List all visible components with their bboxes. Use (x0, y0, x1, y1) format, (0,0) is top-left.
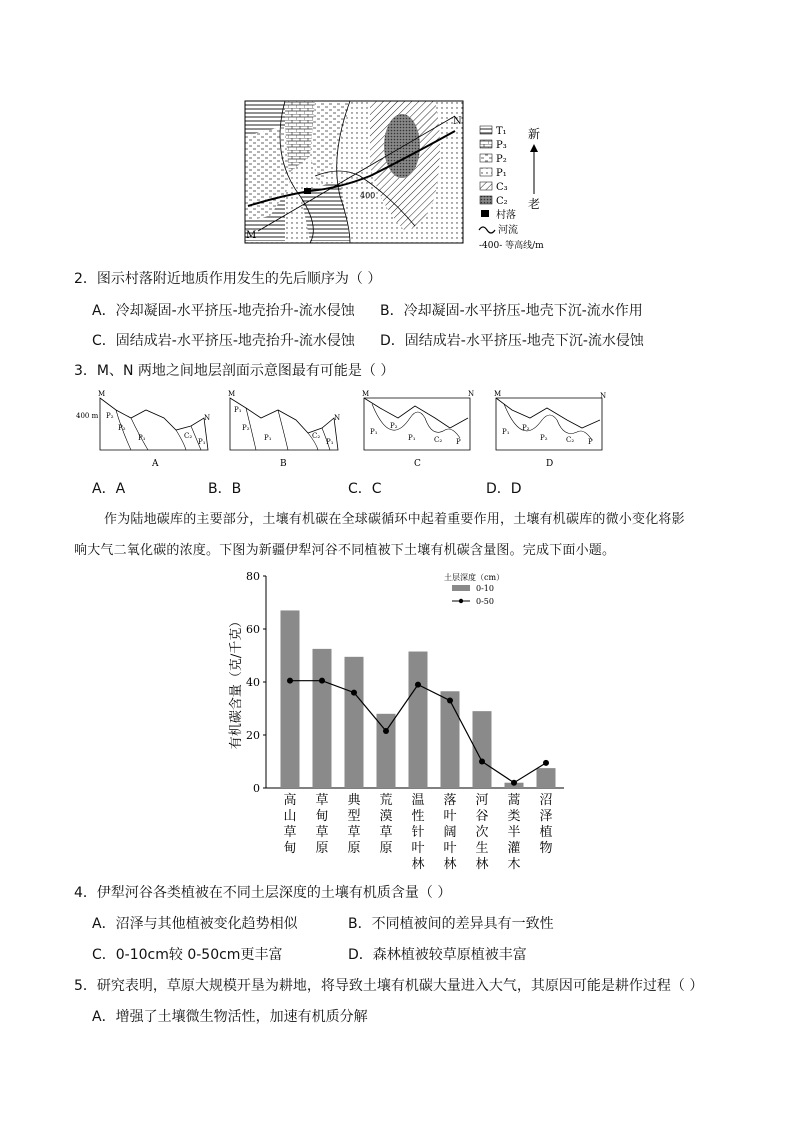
bar-0-10-2 (345, 657, 364, 788)
svg-text:P₁: P₁ (198, 438, 206, 446)
legend-bar-label: 0-10 (476, 584, 494, 593)
bar-0-10-5 (441, 691, 460, 788)
svg-text:C₂: C₂ (312, 432, 321, 440)
svg-text:P₁: P₁ (138, 434, 146, 442)
profile-b-letter: B (280, 459, 287, 469)
legend-line-label: 0-50 (476, 597, 494, 606)
legend-p3: P₃ (496, 140, 507, 151)
profile-d-letter: D (546, 459, 554, 469)
category-label-0: 高山草甸 (283, 793, 297, 856)
q3-option-d[interactable]: D．D (486, 481, 522, 497)
profile-c (362, 390, 474, 469)
q4-option-b[interactable]: B．不同植被间的差异具有一致性 (348, 916, 554, 932)
category-label-2: 典型草原 (347, 793, 361, 856)
profile-a-elev: 400 m (76, 412, 99, 420)
svg-text:C₂: C₂ (566, 436, 575, 444)
svg-text:P: P (588, 438, 593, 446)
category-label-3: 荒漠草原 (379, 793, 393, 856)
point-0-50-4 (415, 682, 421, 688)
profile-options (76, 388, 616, 472)
svg-text:P: P (456, 438, 461, 446)
profile-a-label-m: M (98, 390, 106, 398)
legend-title: 土层深度（cm） (444, 573, 505, 582)
legend-bar-swatch (452, 585, 470, 591)
svg-text:P₂: P₂ (118, 424, 126, 432)
legend-village: 村落 (496, 210, 516, 221)
question-5-stem: 5．研究表明，草原大规模开垦为耕地，将导致土壤有机碳大量进入大气，其原因可能是耕作过程（ ） (74, 978, 704, 994)
svg-text:P₁: P₁ (408, 434, 416, 442)
legend-p2: P₂ (496, 154, 507, 165)
category-label-8: 沼泽植物 (539, 793, 553, 856)
point-0-50-8 (543, 760, 549, 766)
legend-river: 河流 (498, 225, 518, 236)
legend-line-dot (459, 599, 463, 603)
geologic-map-figure (240, 96, 570, 256)
category-label-1: 草甸草原 (315, 793, 329, 856)
category-label-6: 河谷次生林 (475, 793, 489, 872)
arrow-old-label: 老 (528, 197, 541, 211)
legend-contour: -400- 等高线/m (479, 241, 544, 251)
q4-option-d[interactable]: D．森林植被较草原植被丰富 (348, 947, 527, 963)
q4-option-c[interactable]: C．0-10cm较 0-50cm更丰富 (92, 947, 283, 963)
bar-0-10-0 (281, 610, 300, 788)
svg-text:P₁: P₁ (234, 406, 242, 414)
profile-d (494, 390, 606, 469)
category-label-5: 落叶阔叶林 (443, 793, 457, 872)
profile-a-label-n: N (204, 414, 211, 422)
y-tick-label: 20 (246, 729, 260, 742)
carbon-chart (222, 566, 582, 872)
question-4-stem: 4．伊犁河谷各类植被在不同土层深度的土壤有机质含量（ ） (74, 885, 452, 901)
label-n: N (453, 116, 462, 127)
point-0-50-1 (319, 678, 325, 684)
bar-0-10-3 (377, 714, 396, 788)
arrow-new-label: 新 (528, 127, 541, 141)
svg-text:P₁: P₁ (370, 428, 378, 436)
profile-b-label-m: M (228, 390, 236, 398)
q2-option-b[interactable]: B．冷却凝固-水平挤压-地壳下沉-流水作用 (380, 303, 643, 319)
q2-option-a[interactable]: A．冷却凝固-水平挤压-地壳抬升-流水侵蚀 (92, 303, 355, 319)
question-2-stem: 2．图示村落附近地质作用发生的先后顺序为（ ） (74, 271, 382, 287)
point-0-50-6 (479, 759, 485, 765)
profile-a (76, 390, 210, 469)
profile-d-label-m: M (494, 390, 502, 398)
profile-c-label-n: N (468, 390, 475, 398)
village-marker (304, 188, 311, 194)
contour-label: 400 (360, 191, 376, 200)
profile-d-label-n: N (600, 392, 607, 400)
y-tick-label: 80 (246, 570, 260, 583)
question-3-stem: 3．M、N 两地之间地层剖面示意图最有可能是（ ） (74, 363, 395, 379)
bar-0-10-8 (537, 768, 556, 788)
legend-t1: T₁ (496, 126, 507, 137)
svg-text:P₂: P₂ (390, 422, 398, 430)
geologic-map (240, 96, 570, 256)
svg-text:C₂: C₂ (184, 432, 193, 440)
q5-option-a[interactable]: A．增强了土壤微生物活性，加速有机质分解 (92, 1009, 368, 1025)
profile-c-label-m: M (362, 390, 370, 398)
svg-text:C₂: C₂ (434, 436, 443, 444)
bar-0-10-4 (409, 652, 428, 788)
map-body (245, 101, 463, 243)
arrow-up-icon (530, 144, 538, 152)
svg-text:P₂: P₂ (540, 434, 548, 442)
profile-b-label-n: N (334, 414, 341, 422)
bar-0-10-1 (313, 649, 332, 788)
point-0-50-7 (511, 780, 517, 786)
profile-b (228, 390, 340, 469)
profile-options-figure (76, 388, 616, 472)
q3-option-a[interactable]: A．A (92, 481, 126, 497)
legend-p1: P₁ (496, 168, 507, 179)
q3-option-c[interactable]: C．C (348, 481, 382, 497)
legend-c2: C₂ (496, 196, 508, 207)
svg-text:P₁: P₁ (502, 428, 510, 436)
q2-option-d[interactable]: D．固结成岩-水平挤压-地壳下沉-流水侵蚀 (380, 333, 644, 349)
y-tick-label: 0 (253, 782, 260, 795)
legend-c3: C₃ (496, 182, 508, 193)
category-label-7: 蒿类半灌木 (507, 793, 521, 872)
point-0-50-0 (287, 678, 293, 684)
carbon-chart-figure (222, 566, 582, 872)
profile-c-letter: C (414, 459, 421, 469)
map-legend (479, 126, 544, 251)
profile-a-letter: A (152, 459, 159, 469)
label-m: M (246, 230, 257, 241)
y-tick-label: 40 (246, 676, 260, 689)
svg-text:P₂: P₂ (106, 412, 114, 420)
point-0-50-3 (383, 728, 389, 734)
point-0-50-2 (351, 690, 357, 696)
svg-text:P₁: P₁ (264, 434, 272, 442)
svg-text:P₂: P₂ (242, 424, 250, 432)
svg-text:P₂: P₂ (522, 424, 530, 432)
q3-option-b[interactable]: B．B (208, 481, 242, 497)
intro-line-2: 响大气二氧化碳的浓度。下图为新疆伊犁河谷不同植被下土壤有机碳含量图。完成下面小题。 (74, 543, 616, 558)
svg-text:P₁: P₁ (326, 438, 334, 446)
q4-option-a[interactable]: A．沼泽与其他植被变化趋势相似 (92, 916, 298, 932)
y-axis-label: 有机碳含量（克/千克） (229, 614, 244, 750)
category-label-4: 温性针叶林 (411, 793, 425, 872)
point-0-50-5 (447, 698, 453, 704)
intro-line-1: 作为陆地碳库的主要部分，土壤有机碳在全球碳循环中起着重要作用，土壤有机碳库的微小变化将影 (104, 512, 685, 527)
q2-option-c[interactable]: C．固结成岩-水平挤压-地壳抬升-流水侵蚀 (92, 333, 355, 349)
y-tick-label: 60 (246, 623, 260, 636)
